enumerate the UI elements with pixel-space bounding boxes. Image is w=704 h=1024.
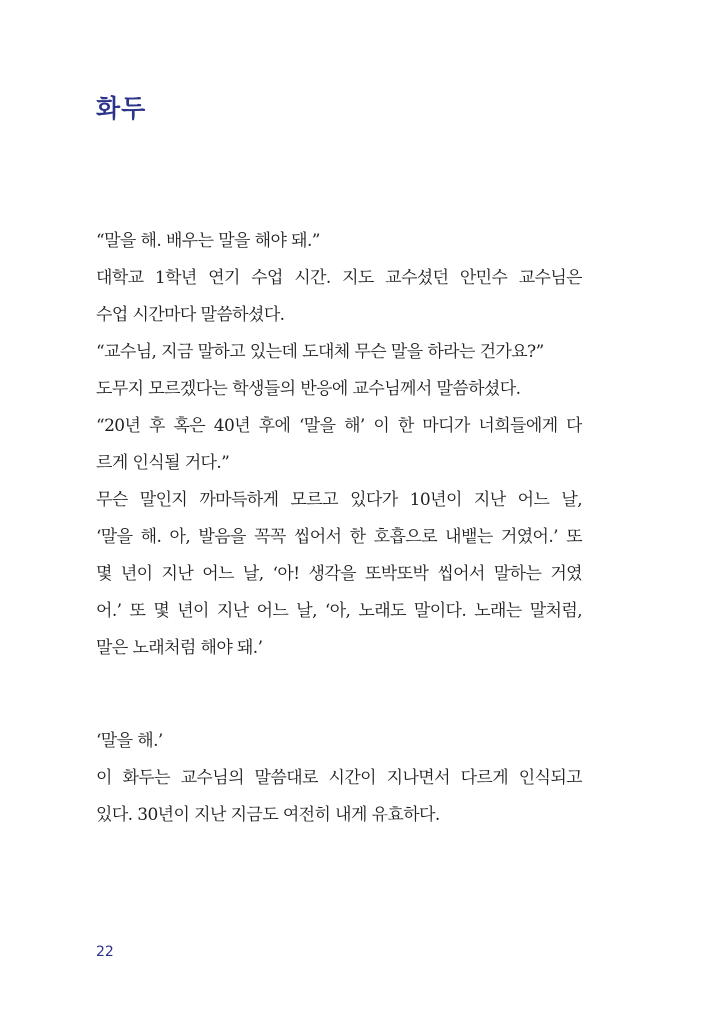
body-line: “말을 해. 배우는 말을 해야 돼.” (96, 231, 320, 251)
body-line: 르게 인식될 거다.” (96, 453, 230, 473)
body-line: 어.’ 또 몇 년이 지난 어느 날, ‘아, 노래도 말이다. 노래는 말처럼, (96, 601, 582, 621)
body-line: 이 화두는 교수님의 말씀대로 시간이 지나면서 다르게 인식되고 (96, 768, 582, 788)
body-line: ‘말을 해. 아, 발음을 꼭꼭 씹어서 한 호흡으로 내뱉는 거였어.’ 또 (96, 527, 582, 547)
body-line: 무슨 말인지 까마득하게 모르고 있다가 10년이 지난 어느 날, (96, 490, 582, 510)
body-line: “20년 후 혹은 40년 후에 ‘말을 해’ 이 한 마디가 너희들에게 다 (96, 416, 582, 436)
page-number: 22 (96, 944, 114, 960)
body-line: 대학교 1학년 연기 수업 시간. 지도 교수셨던 안민수 교수님은 (96, 268, 582, 288)
body-line: 수업 시간마다 말씀하셨다. (96, 305, 285, 325)
body-line: “교수님, 지금 말하고 있는데 도대체 무슨 말을 하라는 건가요?” (96, 342, 544, 362)
body-line: 있다. 30년이 지난 지금도 여전히 내게 유효하다. (96, 805, 440, 825)
body-paragraphs (96, 223, 582, 667)
body-line: 몇 년이 지난 어느 날, ‘아! 생각을 또박또박 씹어서 말하는 거였 (96, 564, 582, 584)
body-line: 도무지 모르겠다는 학생들의 반응에 교수님께서 말씀하셨다. (96, 379, 521, 399)
closing-paragraph (96, 723, 582, 834)
body-line: 말은 노래처럼 해야 돼.’ (96, 638, 263, 658)
chapter-title: 화두 (96, 94, 147, 123)
body-line: ‘말을 해.’ (96, 731, 163, 751)
